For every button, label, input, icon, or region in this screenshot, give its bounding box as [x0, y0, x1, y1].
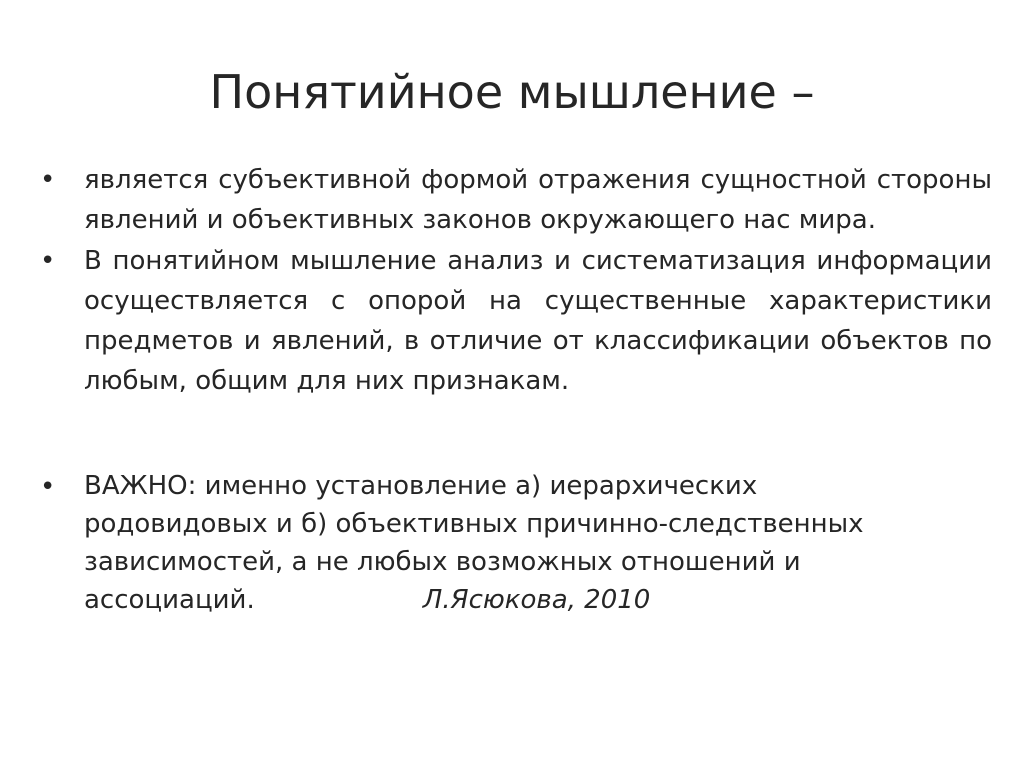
citation: Л.Ясюкова, 2010 [422, 585, 651, 615]
bullet-item [40, 160, 992, 240]
slide-title: Понятийное мышление – [209, 65, 815, 119]
bullet-dot-icon: • [40, 165, 56, 195]
bullet-dot-icon: • [40, 472, 56, 502]
bullet-item [40, 467, 992, 619]
bullet-text-block [84, 467, 864, 619]
bullet-text: является субъективной формой отражения сущностной стороны явлений и объективных законов окружающего нас мира. [84, 165, 992, 235]
bullet-item [40, 241, 992, 401]
bullet-text: ВАЖНО: именно установление а) иерархических родовидовых и б) объективных причинно-следственных зависимостей, а не любых возможных отношений и ассоциаций. [84, 471, 864, 615]
bullet-list [40, 160, 992, 619]
bullet-text: В понятийном мышление анализ и систематизация информации осуществляется с опорой на существенные характеристики предметов и явлений, в отличие от классификации объектов по любым, общим для них признакам. [84, 246, 992, 396]
bullet-dot-icon: • [40, 246, 56, 276]
